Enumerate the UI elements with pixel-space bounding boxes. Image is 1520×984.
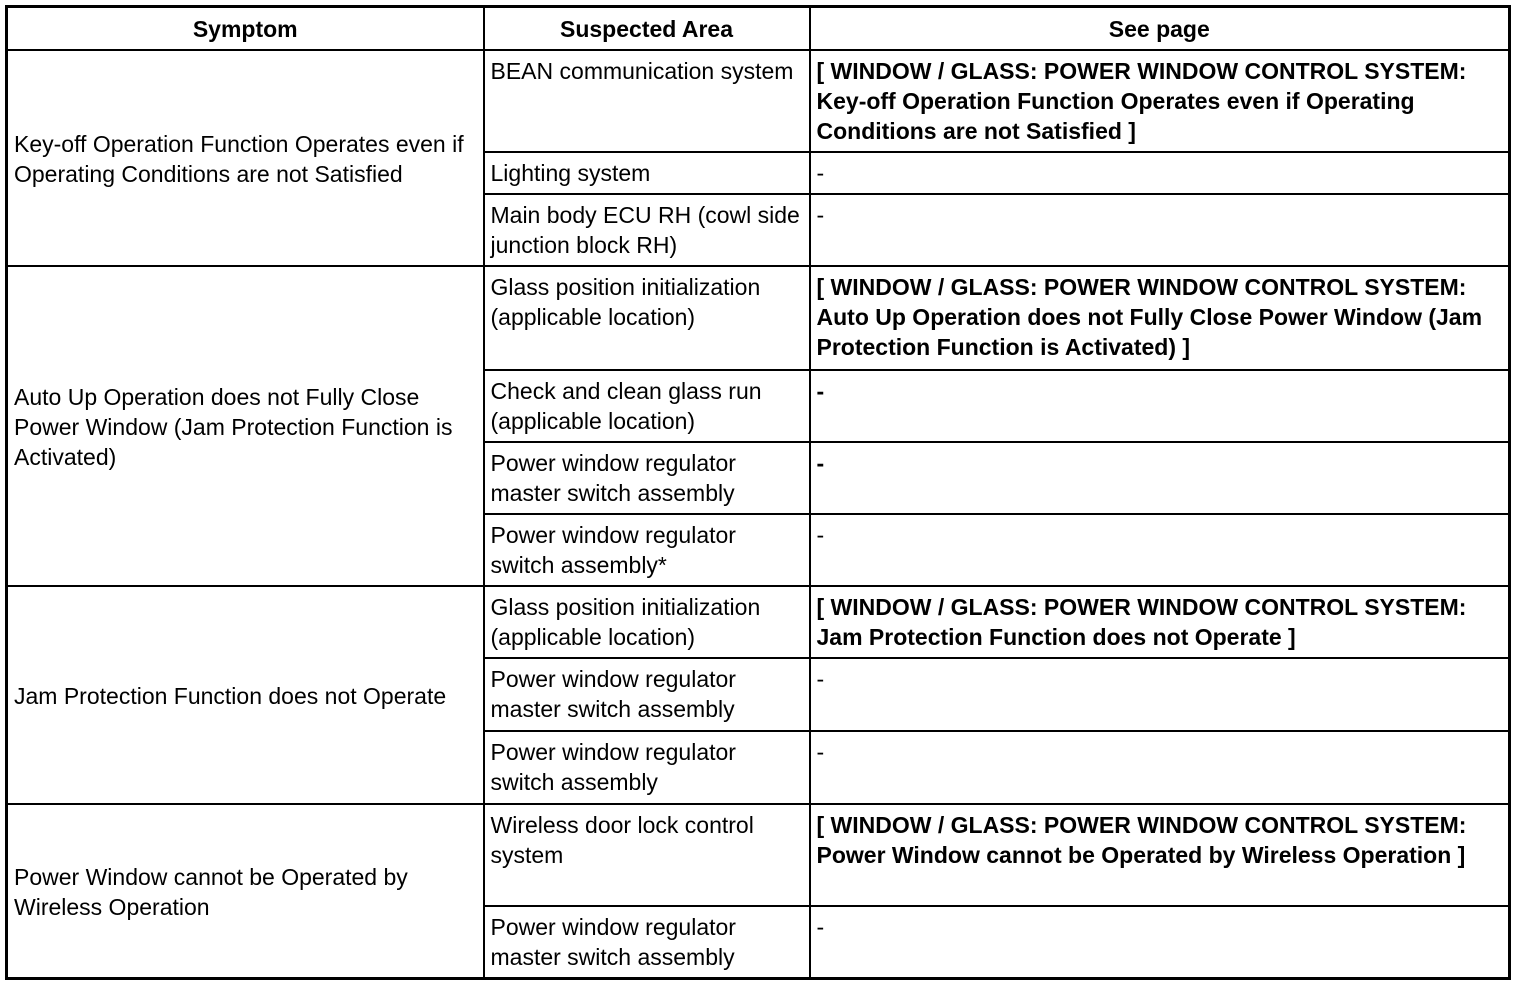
suspected-area-cell: Power window regulator switch assembly* [484, 514, 810, 586]
suspected-area-cell: Glass position initialization (applicable location) [484, 266, 810, 370]
see-page-cell: - [810, 906, 1510, 978]
see-page-cell: - [810, 442, 1510, 514]
see-page-link[interactable]: [ WINDOW / GLASS: POWER WINDOW CONTROL SYSTEM: Jam Protection Function does not Operate ] [810, 586, 1510, 658]
suspected-area-cell: Lighting system [484, 152, 810, 194]
symptom-cell: Jam Protection Function does not Operate [7, 586, 484, 804]
header-suspected-area: Suspected Area [484, 7, 810, 51]
suspected-area-cell: Wireless door lock control system [484, 804, 810, 906]
troubleshooting-table [5, 5, 1511, 980]
suspected-area-cell: Main body ECU RH (cowl side junction block RH) [484, 194, 810, 266]
see-page-cell: - [810, 514, 1510, 586]
suspected-area-cell: Glass position initialization (applicable location) [484, 586, 810, 658]
see-page-cell: - [810, 370, 1510, 442]
see-page-link[interactable]: [ WINDOW / GLASS: POWER WINDOW CONTROL SYSTEM: Power Window cannot be Operated by Wireless Operation ] [810, 804, 1510, 906]
table-row [7, 266, 1510, 370]
header-see-page: See page [810, 7, 1510, 51]
suspected-area-cell: Check and clean glass run (applicable location) [484, 370, 810, 442]
table-row [7, 50, 1510, 152]
symptom-cell: Power Window cannot be Operated by Wireless Operation [7, 804, 484, 978]
see-page-link[interactable]: [ WINDOW / GLASS: POWER WINDOW CONTROL SYSTEM: Auto Up Operation does not Fully Close Power Window (Jam Protection Function is Activated) ] [810, 266, 1510, 370]
suspected-area-cell: Power window regulator master switch assembly [484, 658, 810, 731]
suspected-area-cell: Power window regulator switch assembly [484, 731, 810, 804]
header-symptom: Symptom [7, 7, 484, 51]
symptom-cell: Auto Up Operation does not Fully Close Power Window (Jam Protection Function is Activated) [7, 266, 484, 586]
troubleshooting-table-container [5, 5, 1508, 978]
see-page-cell: - [810, 731, 1510, 804]
see-page-link[interactable]: [ WINDOW / GLASS: POWER WINDOW CONTROL SYSTEM: Key-off Operation Function Operates even if Operating Conditions are not Satisfied ] [810, 50, 1510, 152]
suspected-area-cell: BEAN communication system [484, 50, 810, 152]
suspected-area-cell: Power window regulator master switch assembly [484, 906, 810, 978]
see-page-cell: - [810, 194, 1510, 266]
symptom-cell: Key-off Operation Function Operates even if Operating Conditions are not Satisfied [7, 50, 484, 266]
table-row [7, 804, 1510, 906]
table-header-row [7, 7, 1510, 51]
table-row [7, 586, 1510, 658]
see-page-cell: - [810, 152, 1510, 194]
suspected-area-cell: Power window regulator master switch assembly [484, 442, 810, 514]
see-page-cell: - [810, 658, 1510, 731]
